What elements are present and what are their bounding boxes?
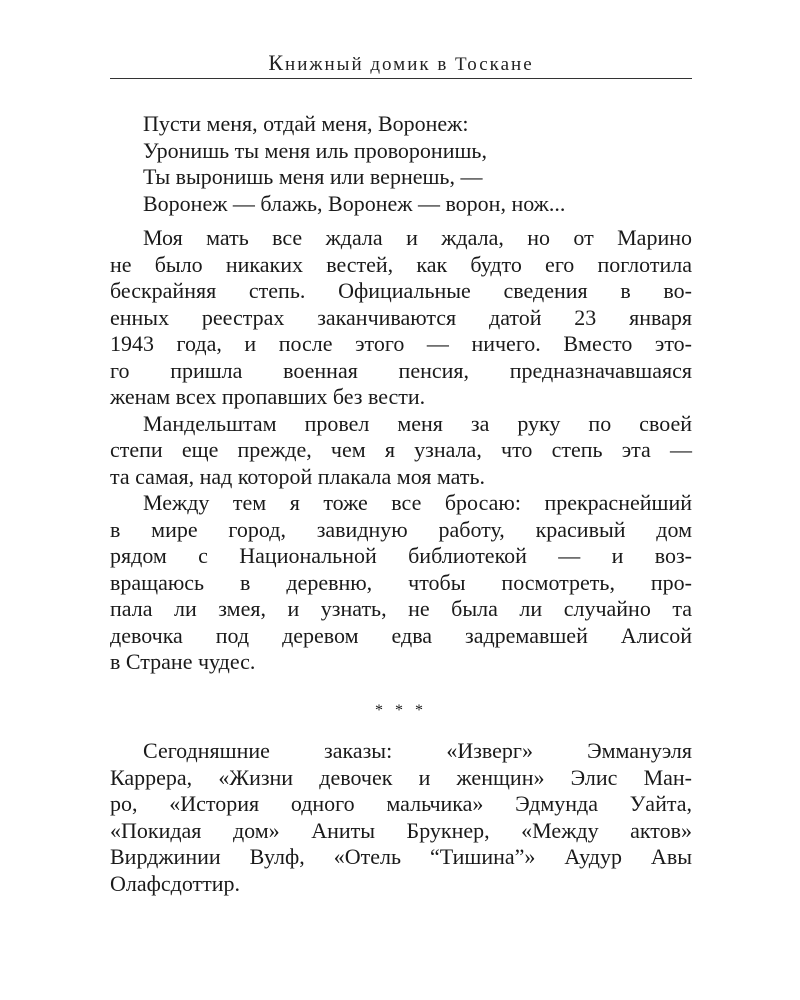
poem-line: Пусти меня, отдай меня, Воронеж:	[143, 111, 469, 136]
text-line: Сегодняшние заказы: «Изверг» Эммануэля	[143, 738, 692, 763]
text-line: та самая, над которой плакала моя мать.	[110, 463, 486, 489]
paragraph-mandelstam	[110, 411, 692, 491]
text-line: в мире город, завидную работу, красивый дом	[110, 516, 692, 542]
text-line: енных реестрах заканчиваются датой 23 января	[110, 304, 692, 330]
paragraph-return	[110, 490, 692, 676]
text-line: пала ли змея, и узнать, не была ли случайно та	[110, 596, 692, 621]
body-text	[110, 111, 692, 897]
text-line: Между тем я тоже все бросаю: прекраснейший	[143, 490, 692, 515]
running-head-title: нижный домик в Тоскане	[285, 54, 534, 75]
section-separator: * * *	[375, 701, 427, 719]
text-line: женам всех пропавших без вести.	[110, 384, 426, 409]
paragraph-orders	[110, 738, 692, 897]
text-line: Мандельштам провел меня за руку по своей	[143, 410, 692, 436]
text-line: не было никаких вестей, как будто его поглотила	[110, 251, 692, 277]
running-head-capital: К	[268, 50, 286, 75]
text-line: Моя мать все ждала и ждала, но от Марино	[143, 225, 692, 250]
header-rule	[110, 78, 692, 79]
text-line: бескрайняя степь. Официальные сведения в во-	[110, 278, 692, 303]
text-line: девочка под деревом едва задремавшей Алисой	[110, 622, 692, 648]
text-line: го пришла военная пенсия, предназначавшаяся	[110, 357, 692, 383]
text-line: 1943 года, и после этого — ничего. Вместо это-	[110, 331, 692, 356]
text-line: в Стране чудес.	[110, 649, 256, 674]
text-line: вращаюсь в деревню, чтобы посмотреть, про-	[110, 569, 692, 595]
text-line: Вирджинии Вулф, «Отель “Тишина”» Аудур Авы	[110, 844, 692, 869]
text-line: Каррера, «Жизни девочек и женщин» Элис Ман-	[110, 764, 692, 790]
poem-line: Ты выронишь меня или вернешь, —	[143, 164, 483, 189]
poem-line: Воронеж — блажь, Воронеж — ворон, нож...	[143, 190, 566, 216]
poem-quote	[143, 111, 692, 217]
text-line: Олафсдоттир.	[110, 870, 241, 896]
text-line: ро, «История одного мальчика» Эдмунда Уайта,	[110, 791, 692, 816]
text-line: рядом с Национальной библиотекой — и воз-	[110, 543, 692, 568]
paragraph-mother	[110, 225, 692, 411]
poem-line: Уронишь ты меня иль проворонишь,	[143, 137, 487, 163]
running-head	[110, 50, 692, 76]
text-line: степи еще прежде, чем я узнала, что степь эта —	[110, 437, 692, 462]
text-line: «Покидая дом» Аниты Брукнер, «Между актов»	[110, 817, 692, 843]
